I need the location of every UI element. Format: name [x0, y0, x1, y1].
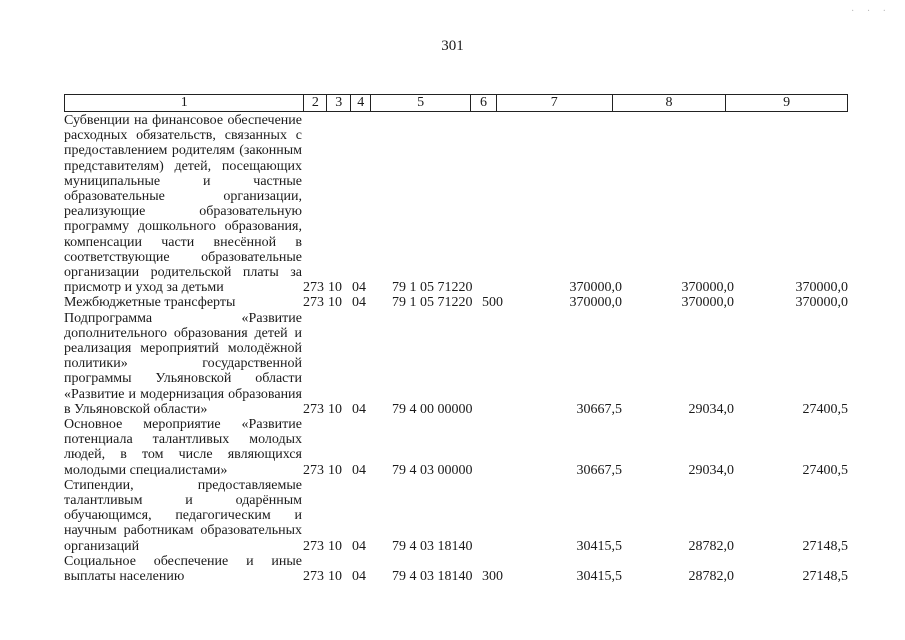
row-code-target: 79 1 05 71220 — [392, 280, 473, 296]
row-description: Основное мероприятие «Развитие потенциала талантливых молодых людей, в том числе являющихся молодыми специалистами» — [64, 417, 302, 478]
row-description: Социальное обеспечение и иные выплаты населению — [64, 553, 302, 585]
row-amount-col7: 30667,5 — [576, 462, 622, 478]
row-code-admin: 273 — [303, 401, 324, 417]
row-description: Межбюджетные трансферты — [64, 295, 236, 311]
row-amount-col9: 370000,0 — [795, 280, 848, 296]
header-col-4: 4 — [351, 95, 371, 111]
row-code-subsection: 04 — [352, 569, 366, 585]
row-code-target: 79 4 03 18140 — [392, 569, 473, 585]
header-col-2: 2 — [304, 95, 327, 111]
table-row — [64, 478, 864, 554]
row-amount-col9: 27148,5 — [802, 538, 848, 554]
header-col-6: 6 — [471, 95, 497, 111]
row-amount-col9: 370000,0 — [795, 295, 848, 311]
row-code-admin: 273 — [303, 569, 324, 585]
row-amount-col9: 27400,5 — [802, 401, 848, 417]
row-code-expense: 500 — [482, 295, 503, 311]
row-code-subsection: 04 — [352, 538, 366, 554]
row-amount-col8: 370000,0 — [681, 280, 734, 296]
row-code-target: 79 1 05 71220 — [392, 295, 473, 311]
table-row — [64, 554, 864, 584]
row-code-section: 10 — [328, 569, 342, 585]
header-col-7: 7 — [497, 95, 613, 111]
row-amount-col7: 370000,0 — [569, 295, 622, 311]
header-col-5: 5 — [371, 95, 471, 111]
row-code-target: 79 4 03 18140 — [392, 538, 473, 554]
row-amount-col8: 370000,0 — [681, 295, 734, 311]
row-code-expense: 300 — [482, 569, 503, 585]
row-description: Подпрограмма «Развитие дополнительного образования детей и реализация мероприятий молодёжной политики» государственной программы Ульяновской области «Развитие и модернизация образования в Ульяновской области» — [64, 310, 302, 417]
row-amount-col9: 27148,5 — [802, 569, 848, 585]
row-amount-col7: 30667,5 — [576, 401, 622, 417]
row-code-admin: 273 — [303, 295, 324, 311]
row-amount-col9: 27400,5 — [802, 462, 848, 478]
header-col-9: 9 — [783, 95, 791, 110]
row-amount-col7: 30415,5 — [576, 569, 622, 585]
row-code-subsection: 04 — [352, 462, 366, 478]
row-amount-col8: 29034,0 — [688, 401, 734, 417]
header-col-3: 3 — [327, 95, 351, 111]
row-code-target: 79 4 03 00000 — [392, 462, 473, 478]
row-code-subsection: 04 — [352, 295, 366, 311]
row-code-section: 10 — [328, 401, 342, 417]
row-description: Стипендии, предоставляемые талантливым и одарённым обучающимся, педагогическим и научным работникам образовательных организаций — [64, 477, 302, 554]
row-description: Субвенции на финансовое обеспечение расходных обязательств, связанных с предоставлением родителям (законным представителям) детей, посещающих муниципальные и частные образовательные организации, реализующие образовательную программу дошкольного образования, компенсации части внесённой в соответствующие образовательные организации родительской платы за присмотр и уход за детьми — [64, 113, 302, 296]
row-code-target: 79 4 00 00000 — [392, 401, 473, 417]
row-code-section: 10 — [328, 538, 342, 554]
row-code-admin: 273 — [303, 280, 324, 296]
row-amount-col8: 28782,0 — [688, 538, 734, 554]
row-code-admin: 273 — [303, 462, 324, 478]
header-col-1: 1 — [65, 95, 304, 111]
scan-artifact-dots: · · · — [851, 6, 891, 17]
row-code-subsection: 04 — [352, 280, 366, 296]
row-amount-col7: 30415,5 — [576, 538, 622, 554]
row-code-subsection: 04 — [352, 401, 366, 417]
table-row — [64, 417, 864, 478]
row-code-admin: 273 — [303, 538, 324, 554]
table-row — [64, 295, 864, 310]
row-amount-col8: 28782,0 — [688, 569, 734, 585]
table-header — [64, 94, 848, 112]
row-code-section: 10 — [328, 295, 342, 311]
page-number: 301 — [441, 38, 464, 54]
table-row — [64, 113, 864, 295]
row-amount-col7: 370000,0 — [569, 280, 622, 296]
table-row — [64, 311, 864, 417]
row-code-section: 10 — [328, 280, 342, 296]
table-body — [64, 113, 864, 584]
header-col-8: 8 — [613, 95, 727, 111]
row-amount-col8: 29034,0 — [688, 462, 734, 478]
row-code-section: 10 — [328, 462, 342, 478]
